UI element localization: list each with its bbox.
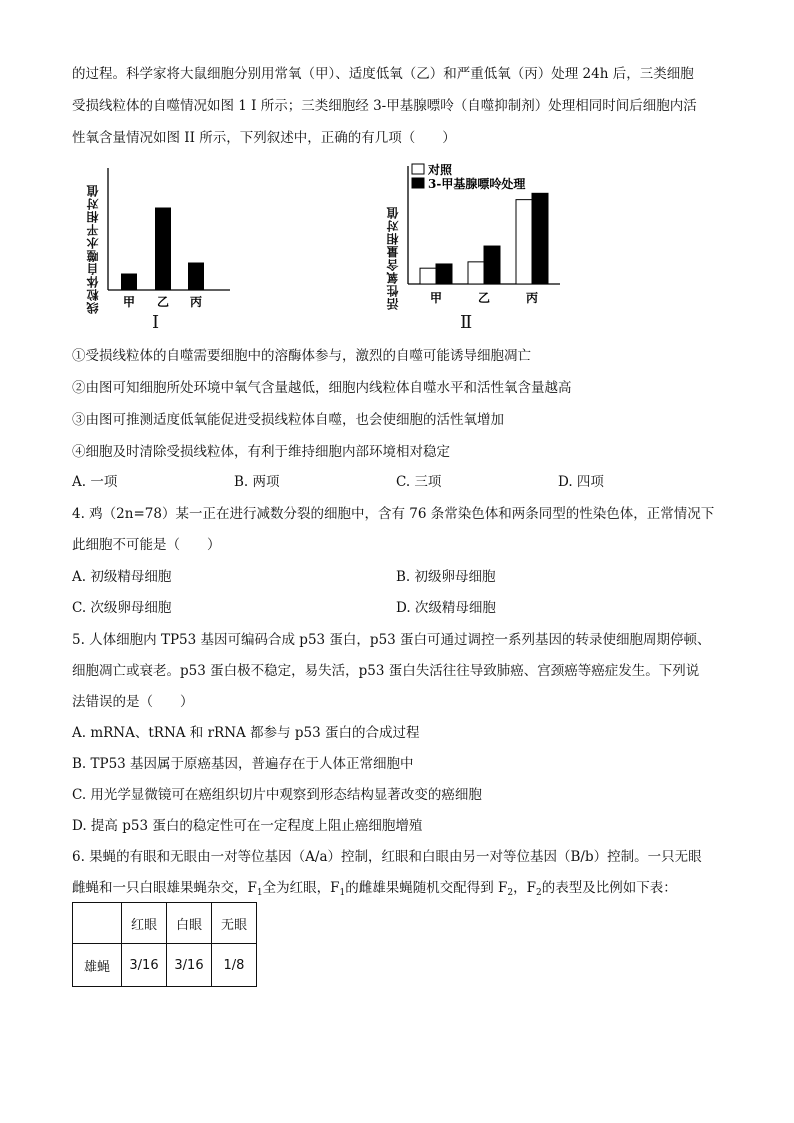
chart-1 bbox=[80, 160, 240, 340]
q3-option-d: D. 四项 bbox=[558, 474, 604, 490]
q3-option-a: A. 一项 bbox=[72, 474, 118, 490]
q4-option-b: B. 初级卵母细胞 bbox=[396, 569, 496, 585]
q6-text-part: 的表型及比例如下表： bbox=[541, 880, 677, 896]
chart-1-plot bbox=[80, 160, 240, 320]
q6-line-1: 6. 果蝇的有眼和无眼由一对等位基因（A/a）控制，红眼和白眼由另一对等位基因（B/b）控制。一只无眼 bbox=[72, 849, 702, 865]
table-cell: 3/16 bbox=[167, 944, 212, 987]
q6-text-part: 的雌雄果蝇随机交配得到 F bbox=[345, 880, 508, 896]
q6-subscript: 2 bbox=[536, 888, 542, 898]
q4-line-1: 4. 鸡（2n=78）某一正在进行减数分裂的细胞中，含有 76 条常染色体和两条同型的性染色体，正常情况下 bbox=[72, 506, 715, 522]
q6-text-part: 全为红眼，F bbox=[262, 880, 340, 896]
q4-option-d: D. 次级精母细胞 bbox=[396, 600, 496, 616]
q6-text-part: 雌蝇和一只白眼雄果蝇杂交，F bbox=[72, 880, 257, 896]
table-header-cell: 白眼 bbox=[167, 903, 212, 944]
q5-line-2: 细胞凋亡或衰老。p53 蛋白极不稳定，易失活，p53 蛋白失活往往导致肺癌、宫颈癌等癌症发生。下列说 bbox=[72, 663, 700, 679]
legend-label: 3-甲基腺嘌呤处理 bbox=[428, 177, 526, 191]
intro-line-2: 受损线粒体的自噬情况如图 1 I 所示；三类细胞经 3-甲基腺嘌呤（自噬抑制剂）处理相同时间后细胞内活 bbox=[72, 98, 697, 114]
chart-2 bbox=[380, 160, 580, 340]
q5-option-d: D. 提高 p53 蛋白的稳定性可在一定程度上阻止癌细胞增殖 bbox=[72, 818, 423, 834]
x-tick-label: 甲 bbox=[122, 295, 136, 309]
q6-subscript: 1 bbox=[339, 888, 346, 898]
legend-swatch bbox=[412, 178, 424, 188]
phenotype-table bbox=[72, 902, 257, 987]
q5-option-c: C. 用光学显微镜可在癌组织切片中观察到形态结构显著改变的癌细胞 bbox=[72, 787, 482, 803]
statement-3: ③由图可推测适度低氧能促进受损线粒体自噬，也会使细胞的活性氧增加 bbox=[72, 412, 504, 428]
chart-2-ylabel: 活性氧含量相对值 bbox=[386, 206, 400, 310]
table-cell: 雄蝇 bbox=[73, 944, 122, 987]
bar bbox=[516, 200, 532, 284]
q5-line-3: 法错误的是（ ） bbox=[72, 694, 194, 710]
table-header-cell bbox=[73, 903, 122, 944]
statement-1: ①受损线粒体的自噬需要细胞中的溶酶体参与，激烈的自噬可能诱导细胞凋亡 bbox=[72, 348, 531, 364]
intro-line-3: 性氧含量情况如图 II 所示，下列叙述中，正确的有几项（ ） bbox=[72, 130, 456, 146]
x-tick-label: 乙 bbox=[156, 295, 170, 309]
x-tick-label: 乙 bbox=[477, 291, 491, 305]
q3-option-c: C. 三项 bbox=[396, 474, 442, 490]
table-header-cell: 无眼 bbox=[212, 903, 257, 944]
chart-1-ylabel: 线粒体自噬水平相对值 bbox=[86, 184, 100, 314]
bar bbox=[155, 208, 171, 291]
q5-option-a: A. mRNA、tRNA 和 rRNA 都参与 p53 蛋白的合成过程 bbox=[72, 725, 420, 741]
q5-option-b: B. TP53 基因属于原癌基因，普遍存在于人体正常细胞中 bbox=[72, 756, 414, 772]
bar bbox=[121, 274, 137, 291]
bar bbox=[420, 268, 436, 284]
q3-option-b: B. 两项 bbox=[234, 474, 280, 490]
table-header-cell: 红眼 bbox=[122, 903, 167, 944]
chart-2-panel-label: Ⅱ bbox=[460, 312, 473, 333]
x-tick-label: 丙 bbox=[525, 291, 539, 305]
table-cell: 1/8 bbox=[212, 944, 257, 987]
intro-line-1: 的过程。科学家将大鼠细胞分别用常氧（甲）、适度低氧（乙）和严重低氧（丙）处理 24h 后，三类细胞 bbox=[72, 66, 694, 82]
legend-swatch bbox=[412, 164, 424, 174]
bar bbox=[468, 262, 484, 284]
bar bbox=[188, 263, 204, 291]
q5-line-1: 5. 人体细胞内 TP53 基因可编码合成 p53 蛋白，p53 蛋白可通过调控一系列基因的转录使细胞周期停顿、 bbox=[72, 632, 711, 648]
q6-subscript: 2 bbox=[507, 888, 514, 898]
bar bbox=[532, 193, 548, 284]
x-tick-label: 丙 bbox=[189, 295, 203, 309]
q4-option-a: A. 初级精母细胞 bbox=[72, 569, 172, 585]
legend-label: 对照 bbox=[428, 163, 453, 177]
bar bbox=[484, 246, 500, 284]
statement-4: ④细胞及时清除受损线粒体，有利于维持细胞内部环境相对稳定 bbox=[72, 444, 450, 460]
table-row bbox=[73, 944, 257, 987]
table-header-row bbox=[73, 903, 257, 944]
chart-1-panel-label: Ⅰ bbox=[152, 312, 160, 333]
q6-text-part: ，F bbox=[513, 880, 536, 896]
table-cell: 3/16 bbox=[122, 944, 167, 987]
bar bbox=[436, 264, 452, 284]
q4-option-c: C. 次级卵母细胞 bbox=[72, 600, 172, 616]
q4-line-2: 此细胞不可能是（ ） bbox=[72, 537, 221, 553]
x-tick-label: 甲 bbox=[429, 291, 443, 305]
q6-line-2 bbox=[72, 878, 677, 903]
statement-2: ②由图可知细胞所处环境中氧气含量越低，细胞内线粒体自噬水平和活性氧含量越高 bbox=[72, 380, 572, 396]
chart-2-plot bbox=[380, 160, 580, 320]
q6-subscript: 1 bbox=[256, 888, 263, 898]
